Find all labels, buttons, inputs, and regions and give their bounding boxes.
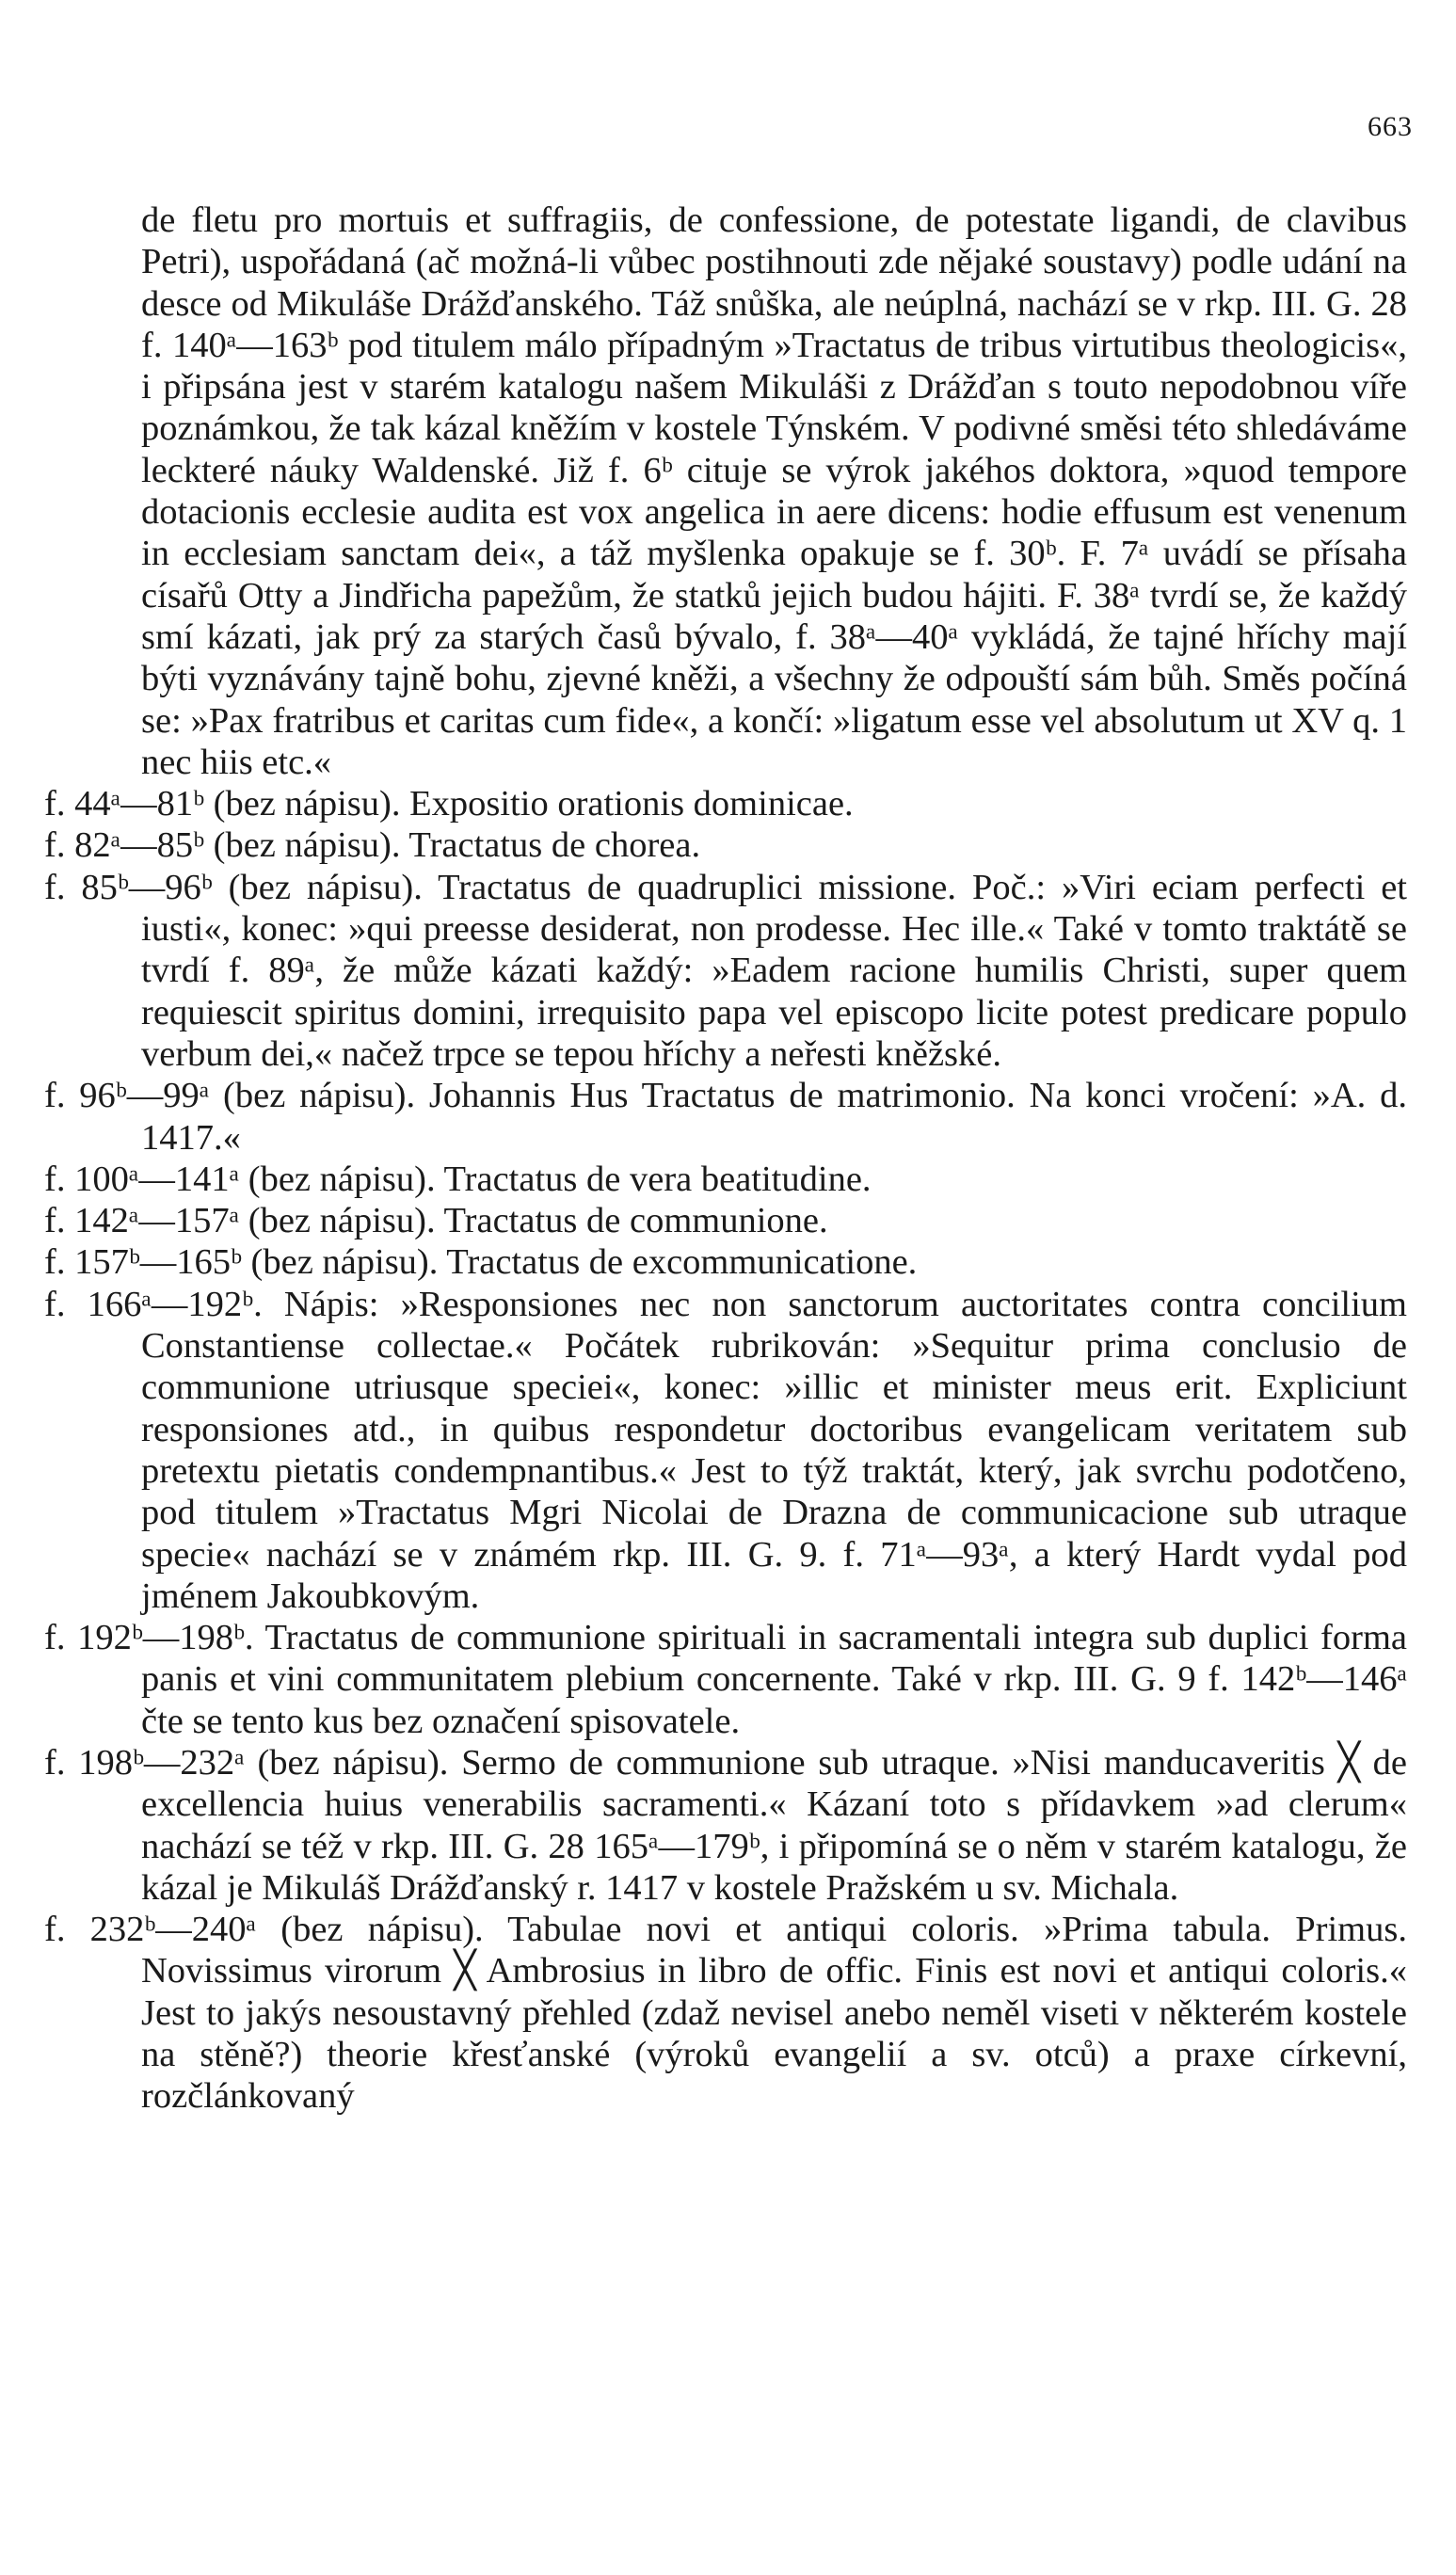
catalog-entry: f. 44ᵃ—81ᵇ (bez nápisu). Expositio orationis dominicae. (44, 784, 854, 824)
catalog-entry: f. 96ᵇ—99ᵃ (bez nápisu). Johannis Hus Tractatus de matrimonio. Na konci vročení: »A. d. 1417.« (44, 1076, 1407, 1158)
catalog-entry: f. 100ᵃ—141ᵃ (bez nápisu). Tractatus de vera beatitudine. (44, 1159, 872, 1199)
catalog-entry: f. 198ᵇ—232ᵃ (bez nápisu). Sermo de communione sub utraque. »Nisi manducaveritis ╳ de excellencia huius venerabilis sacramenti.« Kázaní toto s přídavkem »ad clerum« nachází se též v rkp. III. G. 28 165ᵃ—179ᵇ, i připomíná se o něm v starém katalogu, že kázal je Mikuláš Drážďanský r. 1417 v kostele Pražském u sv. Michala. (44, 1742, 1407, 1908)
catalog-entry: f. 85ᵇ—96ᵇ (bez nápisu). Tractatus de quadruplici missione. Poč.: »Viri eciam perfecti et iusti«, konec: »qui preesse desiderat, non prodesse. Hec ille.« Také v tomto traktátě se tvrdí f. 89ᵃ, že může kázati každý: »Eadem racione humilis Christi, super quem requiescit spiritus domini, irrequisito papa vel episcopo licite potest predicare populo verbum dei,« načež trpce se tepou hříchy a neřesti kněžské. (44, 867, 1407, 1074)
catalog-entry: f. 232ᵇ—240ᵃ (bez nápisu). Tabulae novi et antiqui coloris. »Prima tabula. Primus. Novissimus virorum ╳ Ambrosius in libro de offic. Finis est novi et antiqui coloris.« Jest to jakýs nesoustavný přehled (zdaž nevisel anebo neměl viseti v některém kostele na stěně?) theorie křesťanské (výroků evangelií a sv. otců) a praxe církevní, rozčlánkovaný (44, 1910, 1407, 2117)
catalog-entry: f. 142ᵃ—157ᵃ (bez nápisu). Tractatus de communione. (44, 1201, 828, 1241)
intro-paragraph: de fletu pro mortuis et suffragiis, de confessione, de potestate ligandi, de clavibus Petri), uspořádaná (ač možná-li vůbec postihnouti zde nějaké soustavy) podle udání na desce od Mikuláše Drážďanského. Táž snůška, ale neúplná, nachází se v rkp. III. G. 28 f. 140ᵃ—163ᵇ pod titulem málo případným »Tractatus de tribus virtutibus theologicis«, i připsána jest v starém katalogu našem Mikuláši z Drážďan s touto nepodobnou víře poznámkou, že tak kázal kněžím v kostele Týnském. V podivné směsi této shledáváme leckteré náuky Waldenské. Již f. 6ᵇ cituje se výrok jakéhos doktora, »quod tempore dotacionis ecclesie audita est vox angelica in aere dicens: hodie effusum est venenum in ecclesiam sanctam dei«, a táž myšlenka opakuje se f. 30ᵇ. F. 7ᵃ uvádí se přísaha císařů Otty a Jindřicha papežům, že statků jejich budou hájiti. F. 38ᵃ tvrdí se, že každý smí kázati, jak prý za starých časů bývalo, f. 38ᵃ—40ᵃ vykládá, že tajné hříchy mají býti vyznávány tajně bohu, zjevné kněži, a všechny že odpouští sám bůh. Směs počíná se: »Pax fratribus et caritas cum fide«, a končí: »ligatum esse vel absolutum ut XV q. 1 nec hiis etc.« (141, 200, 1407, 782)
catalog-entry: f. 82ᵃ—85ᵇ (bez nápisu). Tractatus de chorea. (44, 825, 701, 866)
catalog-entry: f. 166ᵃ—192ᵇ. Nápis: »Responsiones nec non sanctorum auctoritates contra concilium Constantiense collectae.« Počátek rubrikován: »Sequitur prima conclusio de communione utriusque speciei«, konec: »illic et minister meus erit. Expliciunt responsiones atd., in quibus respondetur doctoribus evangelicam veritatem sub pretextu pietatis condempnantibus.« Jest to týž traktát, který, jak svrchu podotčeno, pod titulem »Tractatus Mgri Nicolai de Drazna de communicacione sub utraque specie« nachází se v známém rkp. III. G. 9. f. 71ᵃ—93ᵃ, a který Hardt vydal pod jménem Jakoubkovým. (44, 1284, 1407, 1616)
catalog-entry: f. 192ᵇ—198ᵇ. Tractatus de communione spirituali in sacramentali integra sub duplici forma panis et vini communitatem plebium concernente. Také v rkp. III. G. 9 f. 142ᵇ—146ᵃ čte se tento kus bez označení spisovatele. (44, 1618, 1407, 1741)
catalog-entry: f. 157ᵇ—165ᵇ (bez nápisu). Tractatus de excommunicatione. (44, 1242, 918, 1283)
page-number: 663 (1368, 111, 1413, 142)
page-body (44, 200, 1407, 2118)
